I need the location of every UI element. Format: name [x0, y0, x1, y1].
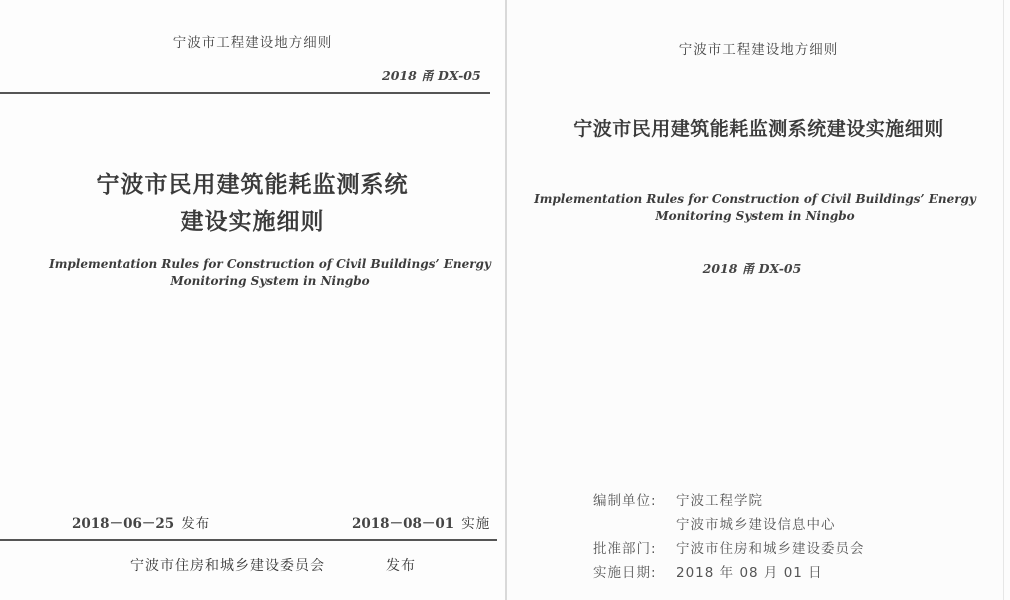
effective-date: 2018－08－01: [352, 516, 455, 532]
issue-date: 2018－06－25: [72, 516, 175, 532]
compiler-label: 编制单位:: [593, 493, 657, 509]
top-divider: [0, 92, 490, 94]
cover-title-line1: 宁波市民用建筑能耗监测系统: [96, 172, 409, 198]
approver-label: 批准部门:: [593, 541, 657, 557]
standard-code: 2018 甬 DX-05: [702, 261, 802, 276]
cover-title-line2: 建设实施细则: [180, 209, 325, 235]
approver: 宁波市住房和城乡建设委员会: [676, 541, 865, 557]
issue-label: 发布: [181, 516, 211, 532]
compiler-1: 宁波工程学院: [676, 493, 763, 509]
title-page-english-line1: Implementation Rules for Construction of Civil Buildings’ Energy: [534, 192, 976, 206]
effective-date-block: [352, 512, 490, 532]
issuing-action: 发布: [386, 558, 416, 574]
cover-english-title-line1: Implementation Rules for Construction of Civil Buildings’ Energy: [49, 257, 491, 271]
issuing-authority: 宁波市住房和城乡建设委员会: [130, 558, 325, 574]
title-page-english-line2: Monitoring System in Ningbo: [655, 209, 855, 223]
issue-date-block: [72, 512, 210, 532]
bottom-divider: [0, 539, 497, 541]
title-page-title: 宁波市民用建筑能耗监测系统建设实施细则: [573, 118, 944, 140]
effective-label: 实施: [461, 516, 491, 532]
effective-date: 2018 年 08 月 01 日: [676, 565, 823, 581]
series-title: 宁波市工程建设地方细则: [172, 35, 333, 51]
effective-date-label: 实施日期:: [593, 565, 657, 581]
series-title: 宁波市工程建设地方细则: [678, 42, 839, 58]
standard-code: 2018 甬 DX-05: [382, 68, 481, 83]
page-edge: [1003, 0, 1004, 600]
cover-english-title-line2: Monitoring System in Ningbo: [170, 274, 370, 288]
compiler-2: 宁波市城乡建设信息中心: [676, 517, 836, 533]
title-page: [507, 0, 1010, 600]
